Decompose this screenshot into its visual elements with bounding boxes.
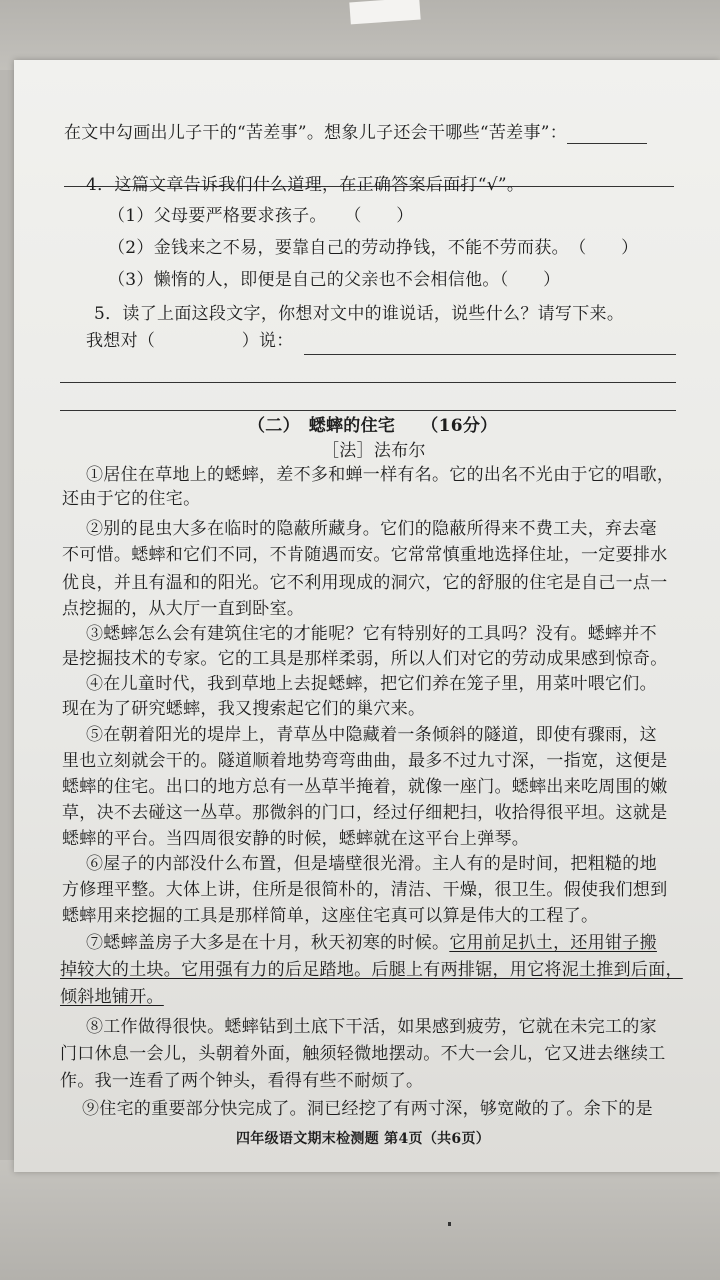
- passage-heading: （二） 蟋蟀的住宅 （16分）: [248, 416, 498, 436]
- table-surface-bottom: [0, 1160, 720, 1280]
- q5-prompt-line: [86, 330, 294, 352]
- passage-line: 是挖掘技术的专家。它的工具是那样柔弱，所以人们对它的劳动成果感到惊奇。: [62, 649, 668, 669]
- passage-author: ［法］法布尔: [322, 441, 426, 461]
- para7-underlined: 掉较大的土块。它用强有力的后足踏地。后腿上有两排锯，用它将泥土推到后面，: [60, 960, 683, 980]
- passage-line: 里也立刻就会干的。隧道顺着地势弯弯曲曲，最多不过九寸深，一指宽，这便是: [62, 751, 668, 771]
- para7-underlined: 倾斜地铺开。: [60, 987, 164, 1007]
- q5-answer-line-2[interactable]: [60, 382, 676, 383]
- passage-line: 不可惜。蟋蟀和它们不同，不肯随遇而安。它常常慎重地选择住址，一定要排水: [62, 545, 668, 565]
- q5-stem: 5．读了上面这段文字，你想对文中的谁说话，说些什么？请写下来。: [94, 304, 625, 324]
- q4-option-3: （3）懒惰的人，即便是自己的父亲也不会相信他。（ ）: [108, 270, 561, 290]
- passage-line: 现在为了研究蟋蟀，我又搜索起它们的巢穴来。: [62, 699, 426, 719]
- page-footer: 四年级语文期末检测题 第4页（共6页）: [236, 1131, 491, 1147]
- passage-line: 蟋蟀用来挖掘的工具是那样简单，这座住宅真可以算是伟大的工程了。: [62, 906, 599, 926]
- exam-page: [14, 60, 720, 1172]
- para7-line-1: [86, 932, 657, 954]
- passage-line: ①居住在草地上的蟋蟀，差不多和蝉一样有名。它的出名不光由于它的唱歌，: [86, 465, 675, 485]
- passage-line: 蟋蟀的平台。当四周很安静的时候，蟋蟀就在这平台上弹琴。: [62, 829, 530, 849]
- passage-line: ⑥屋子的内部没什么布置，但是墙壁很光滑。主人有的是时间，把粗糙的地: [86, 854, 657, 874]
- passage-line: 优良，并且有温和的阳光。它不利用现成的洞穴，它的舒服的住宅是自己一点一: [62, 573, 668, 593]
- q5-answer-line-1[interactable]: [304, 354, 676, 355]
- passage-line: 作。我一连看了两个钟头，看得有些不耐烦了。: [60, 1071, 424, 1091]
- passage-line: ③蟋蟀怎么会有建筑住宅的才能呢？它有特别好的工具吗？没有。蟋蟀并不: [86, 624, 657, 644]
- q3-answer-blank[interactable]: [567, 143, 647, 144]
- para7-plain: ⑦蟋蟀盖房子大多是在十月，秋天初寒的时候。: [86, 933, 450, 953]
- passage-line: 点挖掘的，从大厅一直到卧室。: [62, 599, 305, 619]
- q4-option-1: （1）父母要严格要求孩子。 （ ）: [108, 206, 414, 226]
- q5-prompt: 我想对（ ）说：: [86, 331, 294, 351]
- passage-line: 草，决不去碰这一丛草。那微斜的门口，经过仔细耙扫，收拾得很平坦。这就是: [62, 803, 668, 823]
- table-speck: [448, 1222, 451, 1226]
- passage-line: 门口休息一会儿，头朝着外面，触须轻微地摆动。不大一会儿，它又进去继续工: [60, 1044, 666, 1064]
- q3-line: [64, 122, 647, 144]
- passage-line: ⑨住宅的重要部分快完成了。洞已经挖了有两寸深，够宽敞的了。余下的是: [82, 1099, 653, 1119]
- q4-option-2: （2）金钱来之不易，要靠自己的劳动挣钱，不能不劳而获。 （ ）: [108, 238, 639, 258]
- para7-underlined: 它用前足扒土，还用钳子搬: [449, 933, 657, 953]
- passage-line: ④在儿童时代，我到草地上去捉蟋蟀，把它们养在笼子里，用菜叶喂它们。: [86, 674, 657, 694]
- passage-line: ⑧工作做得很快。蟋蟀钻到土底下干活，如果感到疲劳，它就在未完工的家: [86, 1017, 657, 1037]
- q4-stem: 4．这篇文章告诉我们什么道理，在正确答案后面打“√”。: [86, 175, 525, 195]
- passage-line: 蟋蟀的住宅。出口的地方总有一丛草半掩着，就像一座门。蟋蟀出来吃周围的嫩: [62, 777, 668, 797]
- passage-line: 方修理平整。大体上讲，住所是很简朴的，清洁、干燥，很卫生。假使我们想到: [62, 880, 668, 900]
- passage-line: 还由于它的住宅。: [62, 489, 201, 509]
- q5-answer-line-3[interactable]: [60, 410, 676, 411]
- passage-line: ⑤在朝着阳光的堤岸上，青草丛中隐藏着一条倾斜的隧道，即使有骤雨，这: [86, 725, 657, 745]
- q3-text: 在文中勾画出儿子干的“苦差事”。想象儿子还会干哪些“苦差事”：: [64, 123, 568, 143]
- passage-line: ②别的昆虫大多在临时的隐蔽所藏身。它们的隐蔽所得来不费工夫，弃去毫: [86, 519, 657, 539]
